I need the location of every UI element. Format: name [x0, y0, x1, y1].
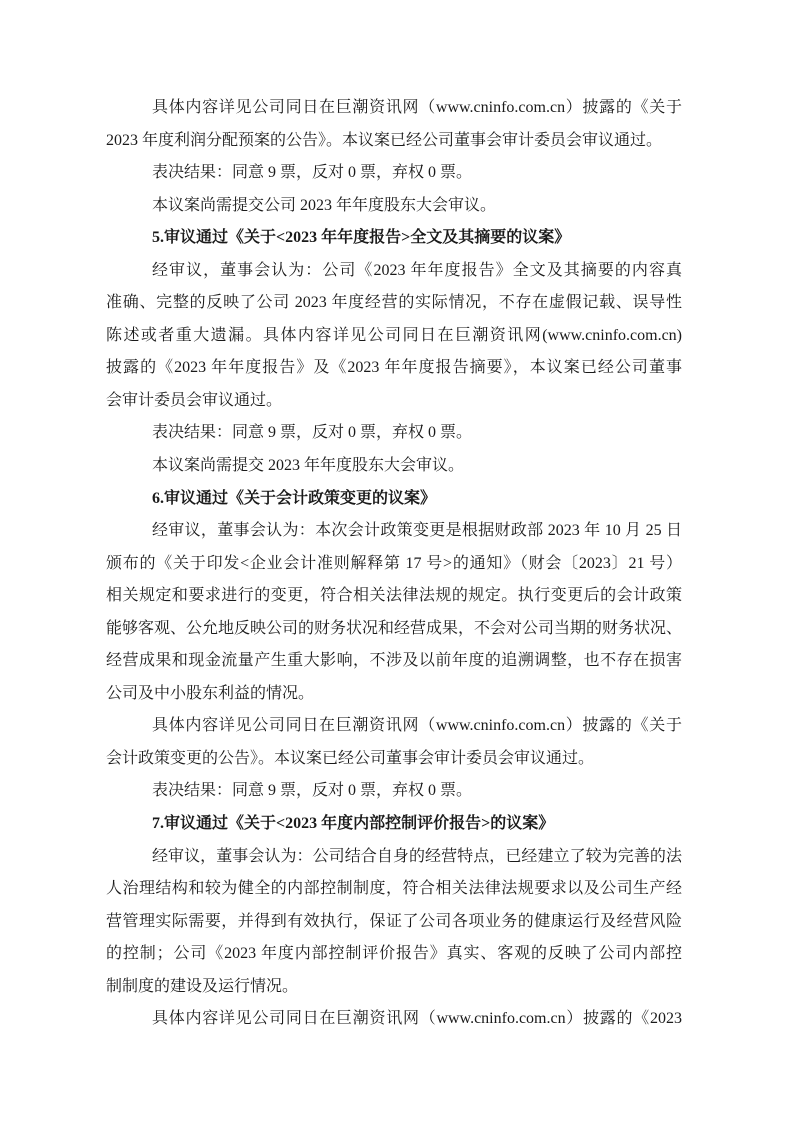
text-line: 具体内容详见公司同日在巨潮资讯网（www.cninfo.com.cn）披露的《关于	[152, 717, 682, 735]
text-line: 公司及中小股东利益的情况。	[106, 684, 315, 702]
text-line: 经审议，董事会认为：本次会计政策变更是根据财政部 2023 年 10 月 25 日	[152, 522, 682, 540]
text-line: 经营成果和现金流量产生重大影响，不涉及以前年度的追溯调整，也不存在损害	[106, 652, 682, 670]
text-line: 准确、完整的反映了公司 2023 年度经营的实际情况，不存在虚假记载、误导性	[106, 294, 682, 312]
section-heading: 6.审议通过《关于会计政策变更的议案》	[152, 489, 437, 507]
text-line: 人治理结构和较为健全的内部控制制度，符合相关法律法规要求以及公司生产经	[106, 880, 682, 898]
text-line: 能够客观、公允地反映公司的财务状况和经营成果，不会对公司当期的财务状况、	[106, 619, 682, 637]
text-line: 本议案尚需提交公司 2023 年年度股东大会审议。	[152, 196, 497, 214]
text-line: 陈述或者重大遗漏。具体内容详见公司同日在巨潮资讯网(www.cninfo.com.cn)	[106, 326, 682, 344]
text-line: 制制度的建设及运行情况。	[106, 977, 299, 995]
text-line: 表决结果：同意 9 票，反对 0 票，弃权 0 票。	[152, 782, 473, 800]
text-line: 的控制；公司《2023 年度内部控制评价报告》真实、客观的反映了公司内部控	[106, 945, 682, 963]
text-line: 会计政策变更的公告》。本议案已经公司董事会审计委员会审议通过。	[106, 749, 595, 767]
text-line: 2023 年度利润分配预案的公告》。本议案已经公司董事会审计委员会审议通过。	[106, 131, 663, 149]
text-line: 营管理实际需要，并得到有效执行，保证了公司各项业务的健康运行及经营风险	[106, 912, 682, 930]
document-body	[106, 92, 682, 1036]
text-line: 表决结果：同意 9 票，反对 0 票，弃权 0 票。	[152, 424, 473, 442]
text-line: 经审议，董事会认为：公司结合自身的经营特点，已经建立了较为完善的法	[152, 847, 682, 865]
text-line: 会审计委员会审议通过。	[106, 391, 283, 409]
text-line: 具体内容详见公司同日在巨潮资讯网（www.cninfo.com.cn）披露的《关于	[152, 99, 682, 116]
text-line: 经审议，董事会认为：公司《2023 年年度报告》全文及其摘要的内容真	[152, 261, 682, 279]
text-line: 相关规定和要求进行的变更，符合相关法律法规的规定。执行变更后的会计政策	[106, 587, 682, 605]
section-heading: 7.审议通过《关于<2023 年度内部控制评价报告>的议案》	[152, 815, 555, 833]
text-line: 表决结果：同意 9 票，反对 0 票，弃权 0 票。	[152, 164, 473, 182]
text-line: 披露的《2023 年年度报告》及《2023 年年度报告摘要》，本议案已经公司董事	[106, 359, 682, 377]
text-line: 本议案尚需提交 2023 年年度股东大会审议。	[152, 457, 465, 475]
text-line: 具体内容详见公司同日在巨潮资讯网（www.cninfo.com.cn）披露的《2023	[152, 1010, 682, 1028]
text-line: 颁布的《关于印发<企业会计准则解释第 17 号>的通知》（财会〔2023〕21 号）	[106, 554, 682, 572]
section-heading: 5.审议通过《关于<2023 年年度报告>全文及其摘要的议案》	[152, 229, 571, 247]
